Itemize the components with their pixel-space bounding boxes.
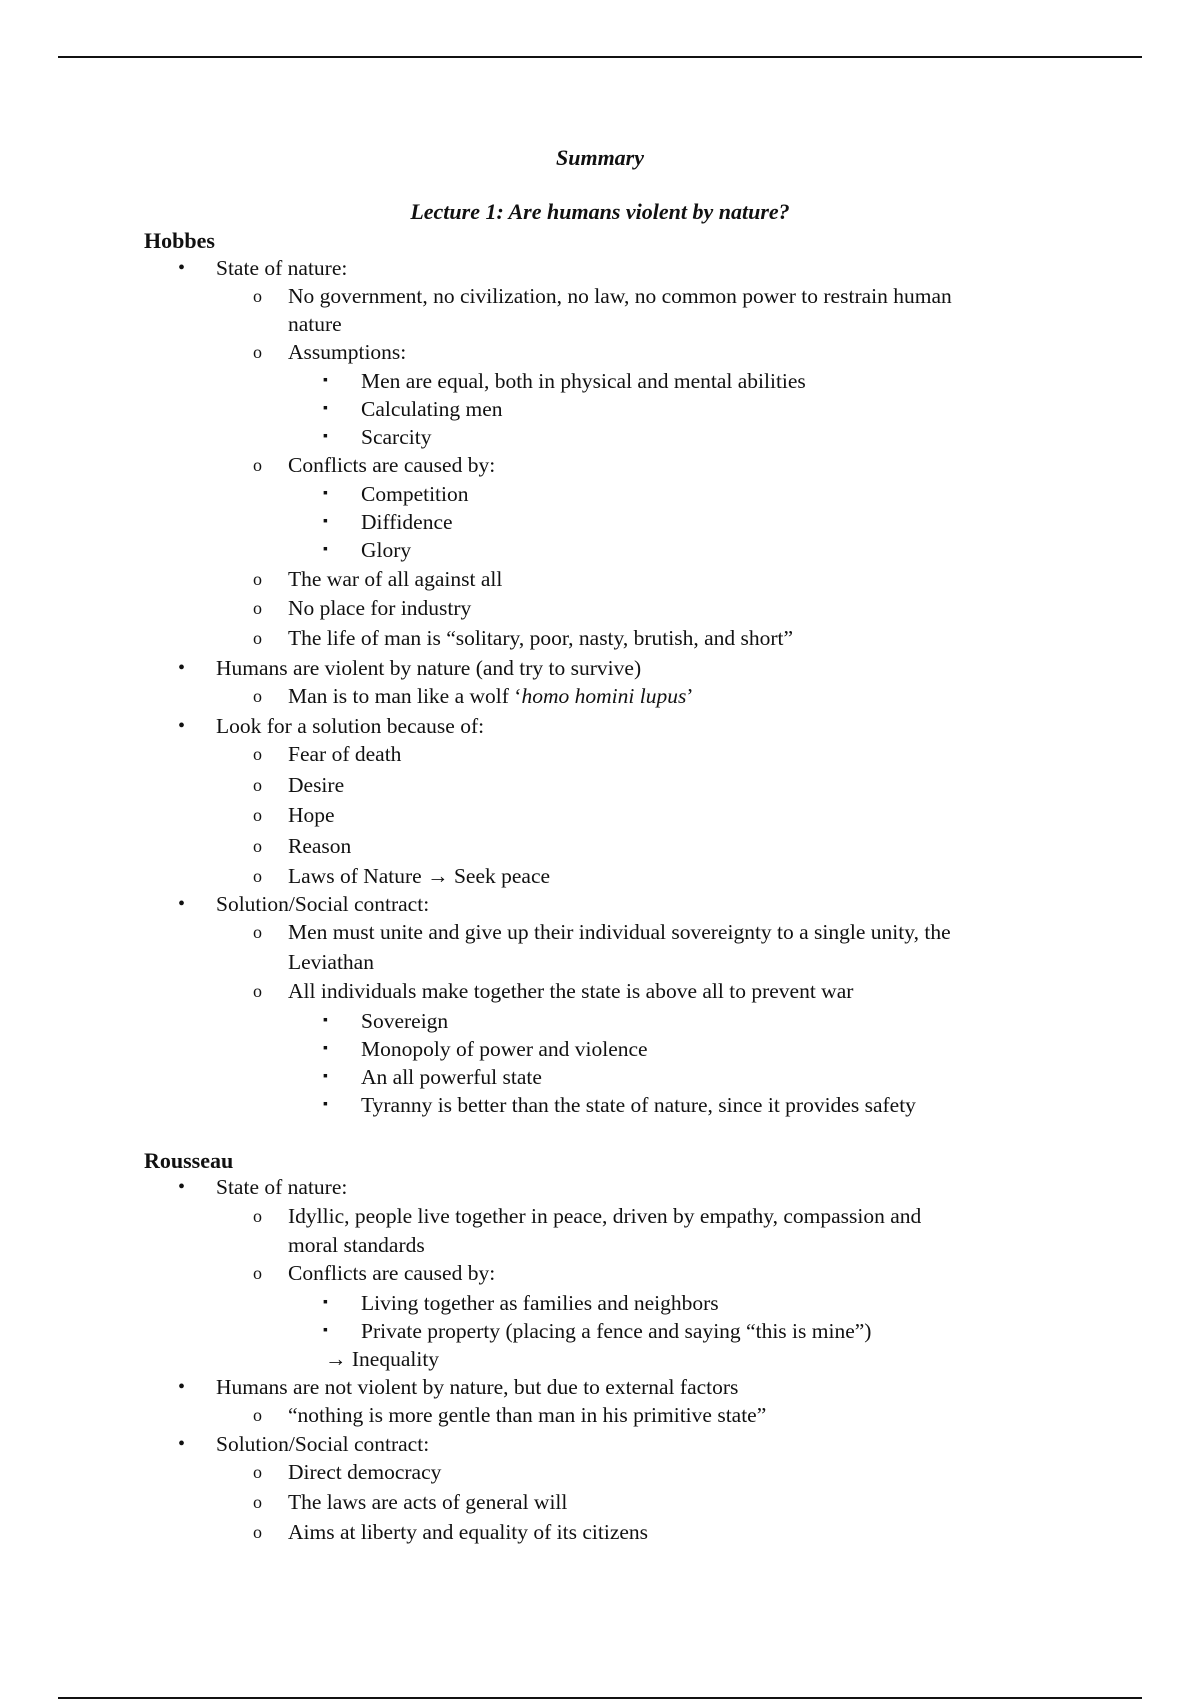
- section-heading-rousseau: Rousseau: [144, 1148, 234, 1173]
- bullet-circle: o: [253, 1462, 262, 1482]
- bullet-square: ▪: [323, 429, 328, 444]
- list-item: Fear of death: [288, 742, 402, 766]
- list-item: Look for a solution because of:: [216, 714, 485, 738]
- bullet-dot: •: [178, 657, 186, 679]
- top-rule: [58, 56, 1142, 58]
- list-item: Scarcity: [361, 425, 432, 449]
- bullet-circle: o: [253, 598, 262, 618]
- list-item: Sovereign: [361, 1009, 449, 1033]
- bullet-circle: o: [253, 1206, 262, 1226]
- list-item: Reason: [288, 834, 352, 858]
- bullet-square: ▪: [323, 486, 328, 501]
- list-item: Desire: [288, 773, 345, 797]
- list-item: No government, no civilization, no law, no common power to restrain human: [288, 284, 952, 308]
- list-item: Humans are violent by nature (and try to survive): [216, 656, 642, 680]
- list-item: Solution/Social contract:: [216, 1432, 430, 1456]
- list-item: Competition: [361, 482, 469, 506]
- list-item: Private property (placing a fence and saying “this is mine”): [361, 1319, 872, 1343]
- bullet-square: ▪: [323, 1097, 328, 1112]
- page-title: Summary: [555, 145, 645, 170]
- list-item: Tyranny is better than the state of nature, since it provides safety: [361, 1093, 916, 1117]
- inequality-note: → Inequality: [325, 1347, 440, 1371]
- list-item: Glory: [361, 538, 412, 562]
- bottom-rule: [58, 1697, 1142, 1699]
- list-item-continuation: Leviathan: [288, 950, 374, 974]
- bullet-square: ▪: [323, 542, 328, 557]
- bullet-dot: •: [178, 1176, 186, 1198]
- section-heading-hobbes: Hobbes: [144, 228, 215, 253]
- bullet-circle: o: [253, 455, 262, 475]
- bullet-square: ▪: [323, 401, 328, 416]
- bullet-square: ▪: [323, 514, 328, 529]
- list-item: Monopoly of power and violence: [361, 1037, 648, 1061]
- bullet-dot: •: [178, 715, 186, 737]
- list-item: Solution/Social contract:: [216, 892, 430, 916]
- list-item-wolf: [288, 682, 693, 710]
- list-item: The laws are acts of general will: [288, 1490, 568, 1514]
- bullet-square: ▪: [323, 1013, 328, 1028]
- bullet-circle: o: [253, 686, 262, 706]
- list-item: The life of man is “solitary, poor, nasty, brutish, and short”: [288, 626, 794, 650]
- bullet-square: ▪: [323, 1041, 328, 1056]
- bullet-dot: •: [178, 893, 186, 915]
- list-item: Direct democracy: [288, 1460, 442, 1484]
- bullet-circle: o: [253, 1522, 262, 1542]
- list-item: Aims at liberty and equality of its citizens: [288, 1520, 649, 1544]
- list-item: Men must unite and give up their individual sovereignty to a single unity, the: [288, 920, 951, 944]
- list-item: An all powerful state: [361, 1065, 542, 1089]
- bullet-circle: o: [253, 836, 262, 856]
- bullet-circle: o: [253, 569, 262, 589]
- bullet-circle: o: [253, 805, 262, 825]
- latin-phrase: homo homini lupus: [521, 684, 687, 708]
- bullet-circle: o: [253, 286, 262, 306]
- list-item: Living together as families and neighbors: [361, 1291, 719, 1315]
- bullet-square: ▪: [323, 373, 328, 388]
- list-item: Men are equal, both in physical and mental abilities: [361, 369, 806, 393]
- bullet-circle: o: [253, 775, 262, 795]
- list-item: Humans are not violent by nature, but due to external factors: [216, 1375, 739, 1399]
- list-item: State of nature:: [216, 1175, 348, 1199]
- list-item: State of nature:: [216, 256, 348, 280]
- bullet-circle: o: [253, 1263, 262, 1283]
- list-item: Hope: [288, 803, 335, 827]
- list-item-continuation: moral standards: [288, 1233, 425, 1257]
- list-item: “nothing is more gentle than man in his primitive state”: [288, 1403, 767, 1427]
- bullet-circle: o: [253, 1492, 262, 1512]
- list-item: Diffidence: [361, 510, 453, 534]
- list-item: Calculating men: [361, 397, 503, 421]
- bullet-square: ▪: [323, 1295, 328, 1310]
- bullet-circle: o: [253, 628, 262, 648]
- bullet-circle: o: [253, 922, 262, 942]
- list-item: All individuals make together the state is above all to prevent war: [288, 979, 854, 1003]
- bullet-circle: o: [253, 866, 262, 886]
- lecture-title: Lecture 1: Are humans violent by nature?: [410, 199, 790, 224]
- bullet-dot: •: [178, 257, 186, 279]
- bullet-circle: o: [253, 1405, 262, 1425]
- list-item-continuation: nature: [288, 312, 342, 336]
- list-item: Assumptions:: [288, 340, 407, 364]
- bullet-dot: •: [178, 1376, 186, 1398]
- list-item: No place for industry: [288, 596, 472, 620]
- bullet-circle: o: [253, 744, 262, 764]
- wolf-quote-end: ’: [686, 684, 694, 708]
- bullet-circle: o: [253, 981, 262, 1001]
- bullet-dot: •: [178, 1433, 186, 1455]
- bullet-square: ▪: [323, 1069, 328, 1084]
- wolf-text: Man is to man like a wolf ‘: [288, 684, 522, 708]
- list-item: The war of all against all: [288, 567, 503, 591]
- bullet-square: ▪: [323, 1323, 328, 1338]
- list-item: Conflicts are caused by:: [288, 453, 496, 477]
- list-item: Idyllic, people live together in peace, driven by empathy, compassion and: [288, 1204, 922, 1228]
- list-item: Laws of Nature → Seek peace: [288, 864, 551, 888]
- bullet-circle: o: [253, 342, 262, 362]
- list-item: Conflicts are caused by:: [288, 1261, 496, 1285]
